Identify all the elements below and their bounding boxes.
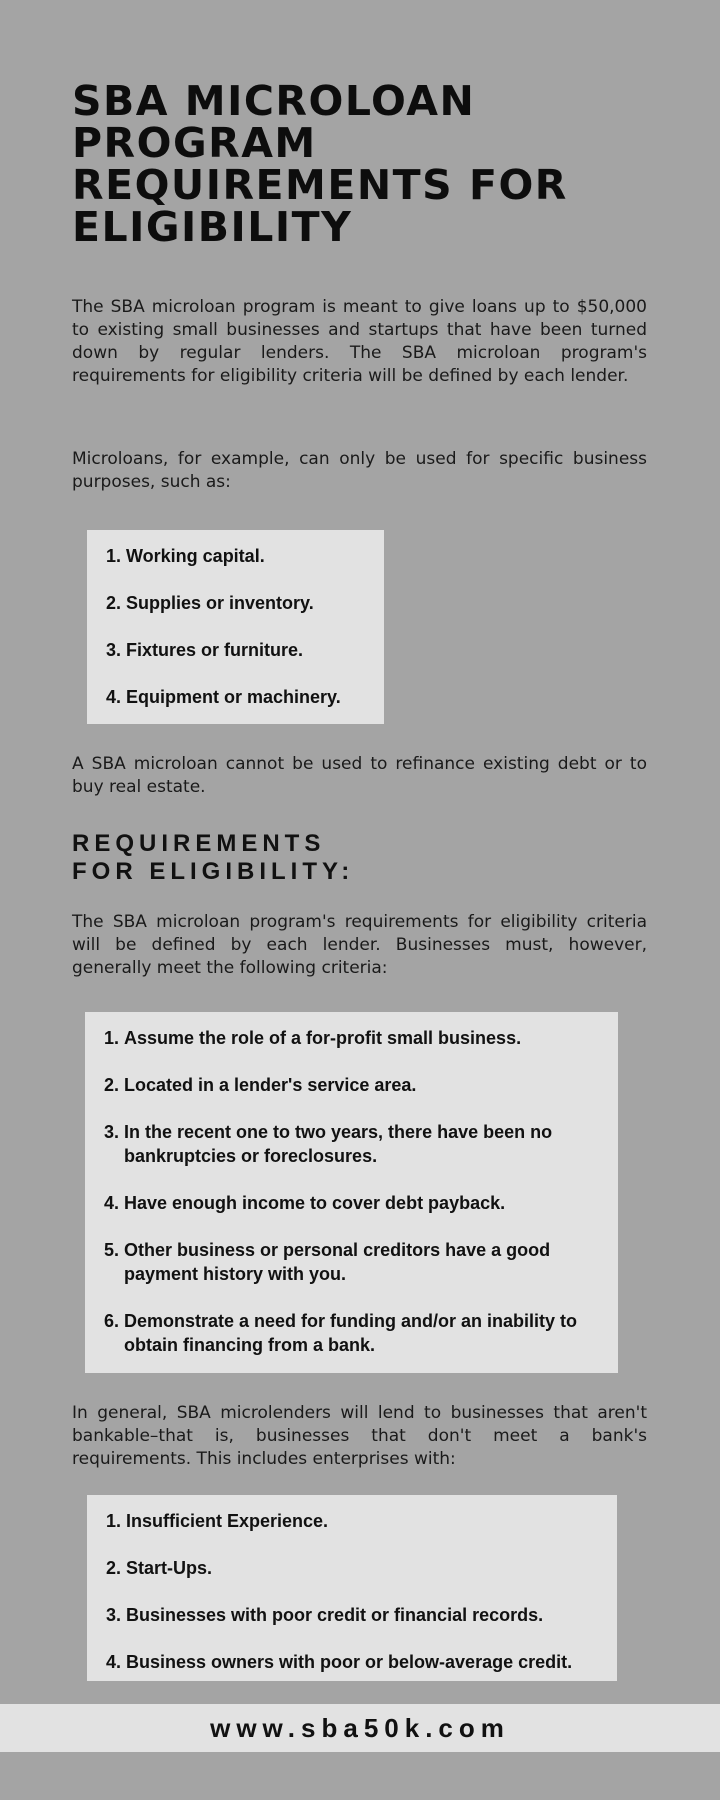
list-item: 1. Assume the role of a for-profit small business. [124,1026,602,1050]
list-item: 3. Fixtures or furniture. [126,638,368,662]
list-item: 1. Working capital. [126,544,368,568]
list-item: 2. Start-Ups. [126,1556,601,1580]
purposes-list [105,544,368,709]
list-item: 4. Equipment or machinery. [126,685,368,709]
footer-bar [0,1704,720,1752]
purposes-intro: Microloans, for example, can only be used for specific business purposes, such as: [72,449,647,492]
bankable-intro: In general, SBA microlenders will lend to businesses that aren't bankable–that is, businesses that don't meet a bank's requirements. This includes enterprises with: [72,1403,647,1469]
list-item: 3. Businesses with poor credit or financial records. [126,1603,601,1627]
list-item: 4. Business owners with poor or below-average credit. [126,1650,601,1674]
enterprises-list [105,1509,601,1674]
page-title: SBA MICROLOAN PROGRAM REQUIREMENTS FOR ELIGIBILITY [72,77,568,251]
requirements-list [103,1026,602,1357]
list-item: 5. Other business or personal creditors have a good payment history with you. [124,1238,602,1286]
requirements-list-box [85,1012,618,1373]
intro-paragraph: The SBA microloan program is meant to give loans up to $50,000 to existing small businesses and startups that have been turned down by regular lenders. The SBA microloan program's requirements for eligibility criteria will be defined by each lender. [72,297,647,386]
restriction-paragraph: A SBA microloan cannot be used to refinance existing debt or to buy real estate. [72,754,647,797]
list-item: 2. Located in a lender's service area. [124,1073,602,1097]
requirements-heading: REQUIREMENTS FOR ELIGIBILITY: [72,830,355,885]
purposes-list-box [87,530,384,724]
list-item: 2. Supplies or inventory. [126,591,368,615]
footer-website-link[interactable]: www.sba50k.com [210,1712,510,1743]
list-item: 1. Insufficient Experience. [126,1509,601,1533]
list-item: 4. Have enough income to cover debt payback. [124,1191,602,1215]
enterprises-list-box [87,1495,617,1681]
list-item: 6. Demonstrate a need for funding and/or an inability to obtain financing from a bank. [124,1309,602,1357]
requirements-intro: The SBA microloan program's requirements for eligibility criteria will be defined by each lender. Businesses must, however, generally meet the following criteria: [72,912,647,978]
list-item: 3. In the recent one to two years, there have been no bankruptcies or foreclosures. [124,1120,602,1168]
